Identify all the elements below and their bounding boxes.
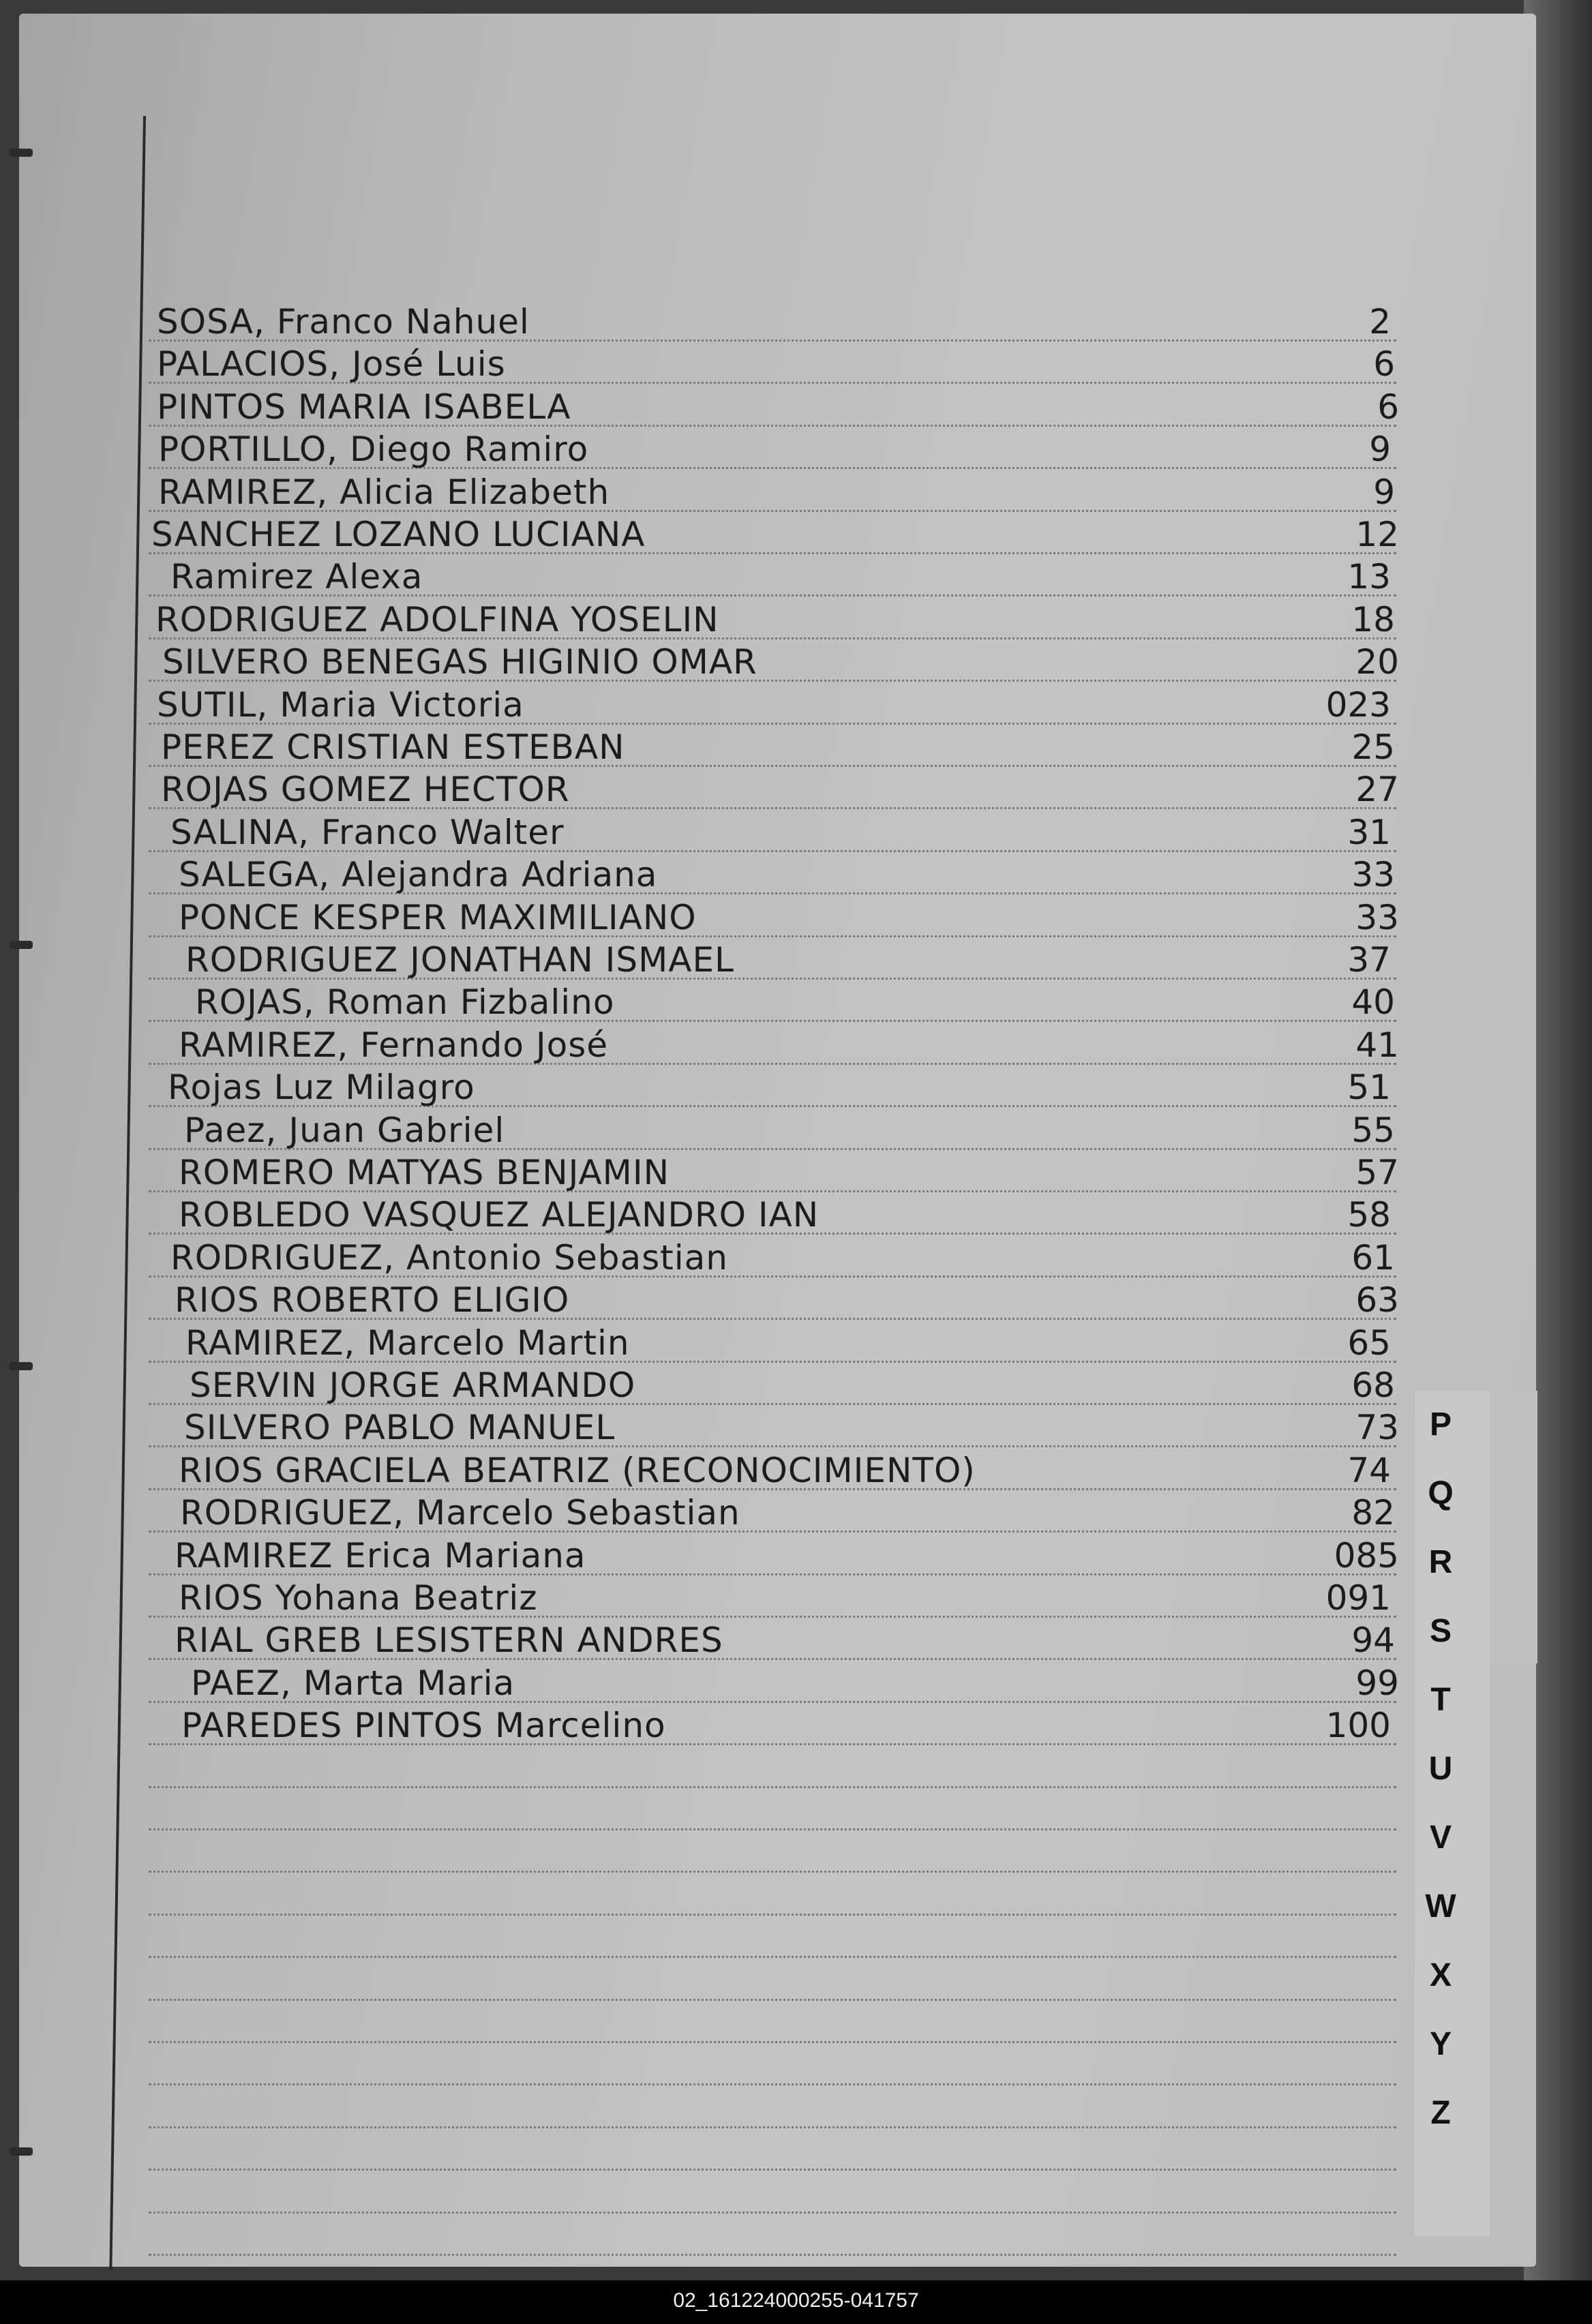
ruled-line (149, 2083, 1396, 2085)
index-entry-page-number: 61 (1351, 1237, 1395, 1278)
index-entry-name: SILVERO BENEGAS HIGINIO OMAR (162, 642, 757, 682)
index-entry-page-number: 023 (1325, 684, 1391, 725)
index-entry-name: RAMIREZ Erica Mariana (175, 1535, 586, 1575)
index-entry-page-number: 74 (1347, 1450, 1391, 1490)
index-entry-name: PINTOS MARIA ISABELA (157, 387, 571, 427)
index-entry-page-number: 51 (1347, 1068, 1391, 1108)
index-tab-letter[interactable]: X (1429, 1957, 1452, 1993)
document-code: 02_161224000255-041757 (673, 2289, 919, 2312)
index-entry-page-number: 73 (1355, 1408, 1399, 1448)
binder-ring (10, 2147, 33, 2156)
index-entry-page-number: 2 (1369, 302, 1391, 342)
index-entry-name: Paez, Juan Gabriel (184, 1110, 505, 1150)
index-tab-letter[interactable]: Q (1428, 1475, 1454, 1511)
index-tab-letter[interactable]: T (1430, 1682, 1451, 1718)
index-entry-name: RIAL GREB LESISTERN ANDRES (175, 1620, 723, 1661)
index-entry-page-number: 12 (1355, 515, 1399, 554)
ruled-line (149, 1786, 1396, 1788)
index-entry-name: SOSA, Franco Nahuel (157, 302, 530, 342)
ruled-line (149, 2212, 1396, 2214)
ruled-line (149, 2126, 1396, 2128)
ruled-line (149, 1914, 1396, 1916)
index-entry-page-number: 091 (1325, 1578, 1391, 1618)
index-entry-name: RODRIGUEZ ADOLFINA YOSELIN (155, 599, 719, 639)
index-entry-name: PONCE KESPER MAXIMILIANO (179, 897, 697, 937)
index-entry-name: PALACIOS, José Luis (157, 344, 506, 384)
ruled-line (149, 2169, 1396, 2171)
index-entry-name: RIOS GRACIELA BEATRIZ (RECONOCIMIENTO) (179, 1450, 976, 1490)
index-entry-name: ROMERO MATYAS BENJAMIN (179, 1153, 670, 1192)
ruled-line (149, 1956, 1396, 1958)
index-entry-name: RODRIGUEZ JONATHAN ISMAEL (185, 940, 734, 980)
index-entry-page-number: 9 (1373, 472, 1395, 512)
index-entry-name: ROJAS GOMEZ HECTOR (161, 770, 570, 810)
index-entry-page-number: 6 (1377, 387, 1399, 427)
index-entry-name: SUTIL, Maria Victoria (157, 684, 524, 725)
index-tab-letter[interactable]: P (1429, 1406, 1452, 1443)
binder-ring (10, 149, 33, 157)
index-tab-letter[interactable]: W (1425, 1888, 1456, 1925)
index-entry-page-number: 9 (1369, 429, 1391, 470)
index-entry-page-number: 31 (1347, 812, 1391, 852)
index-entry-name: PAREDES PINTOS Marcelino (181, 1706, 666, 1746)
index-entry-name: RIOS ROBERTO ELIGIO (175, 1280, 570, 1321)
index-entry-name: ROJAS, Roman Fizbalino (195, 982, 615, 1023)
index-entry-page-number: 085 (1334, 1535, 1399, 1575)
index-entry-name: ROBLEDO VASQUEZ ALEJANDRO IAN (179, 1195, 820, 1235)
index-entry-name: RODRIGUEZ, Marcelo Sebastian (180, 1493, 740, 1533)
index-entry-name: PAEZ, Marta Maria (191, 1663, 515, 1703)
ruled-line (149, 2254, 1396, 2256)
index-entry-name: PEREZ CRISTIAN ESTEBAN (161, 727, 625, 767)
ruled-line (149, 1871, 1396, 1873)
index-entry-name: SALINA, Franco Walter (170, 812, 565, 852)
index-entry-page-number: 99 (1355, 1663, 1399, 1703)
index-tab-letter[interactable]: Y (1429, 2026, 1452, 2062)
index-tab-letter[interactable]: R (1428, 1544, 1453, 1580)
index-entry-name: RIOS Yohana Beatriz (179, 1578, 538, 1618)
index-entry-name: PORTILLO, Diego Ramiro (158, 429, 589, 470)
ruled-line (149, 1999, 1396, 2001)
index-entry-name: SILVERO PABLO MANUEL (184, 1408, 616, 1448)
index-entry-page-number: 13 (1347, 557, 1391, 597)
index-tab-letter[interactable]: S (1429, 1613, 1452, 1649)
index-entry-name: RAMIREZ, Alicia Elizabeth (158, 472, 610, 512)
index-entry-page-number: 68 (1351, 1365, 1395, 1405)
index-entry-page-number: 33 (1351, 855, 1395, 895)
index-entry-name: SERVIN JORGE ARMANDO (190, 1365, 636, 1405)
index-entry-page-number: 41 (1355, 1025, 1399, 1065)
ruled-line (149, 2041, 1396, 2043)
margin-line (109, 116, 146, 2270)
ruled-line (149, 1828, 1396, 1830)
index-entry-name: RAMIREZ, Fernando José (179, 1025, 609, 1065)
index-entry-name: SALEGA, Alejandra Adriana (179, 855, 658, 895)
index-entry-page-number: 58 (1347, 1195, 1391, 1235)
index-entry-name: Ramirez Alexa (170, 557, 423, 597)
index-entry-page-number: 100 (1325, 1706, 1391, 1746)
index-tab-letter[interactable]: U (1428, 1751, 1453, 1787)
index-entry-page-number: 20 (1355, 642, 1399, 682)
index-entry-page-number: 37 (1347, 940, 1391, 980)
index-entry-page-number: 6 (1373, 344, 1395, 384)
index-entry-page-number: 40 (1351, 982, 1395, 1023)
index-entry-page-number: 63 (1355, 1280, 1399, 1321)
index-entry-name: Rojas Luz Milagro (168, 1068, 475, 1108)
index-entry-name: RODRIGUEZ, Antonio Sebastian (170, 1237, 728, 1278)
index-entry-page-number: 55 (1351, 1110, 1395, 1150)
index-entry-name: RAMIREZ, Marcelo Martin (185, 1323, 630, 1363)
index-entry-name: SANCHEZ LOZANO LUCIANA (151, 515, 646, 554)
index-entry-page-number: 57 (1355, 1153, 1399, 1192)
binder-ring (10, 1362, 33, 1370)
index-tab-letter[interactable]: V (1429, 1820, 1452, 1856)
index-entry-page-number: 27 (1355, 770, 1399, 810)
binder-ring (10, 941, 33, 949)
index-entry-page-number: 65 (1347, 1323, 1391, 1363)
index-tab-letter[interactable]: Z (1430, 2095, 1451, 2131)
index-entry-page-number: 18 (1351, 599, 1395, 639)
index-entry-page-number: 94 (1351, 1620, 1395, 1661)
index-entry-page-number: 33 (1355, 897, 1399, 937)
index-entry-page-number: 82 (1351, 1493, 1395, 1533)
index-entry-page-number: 25 (1351, 727, 1395, 767)
